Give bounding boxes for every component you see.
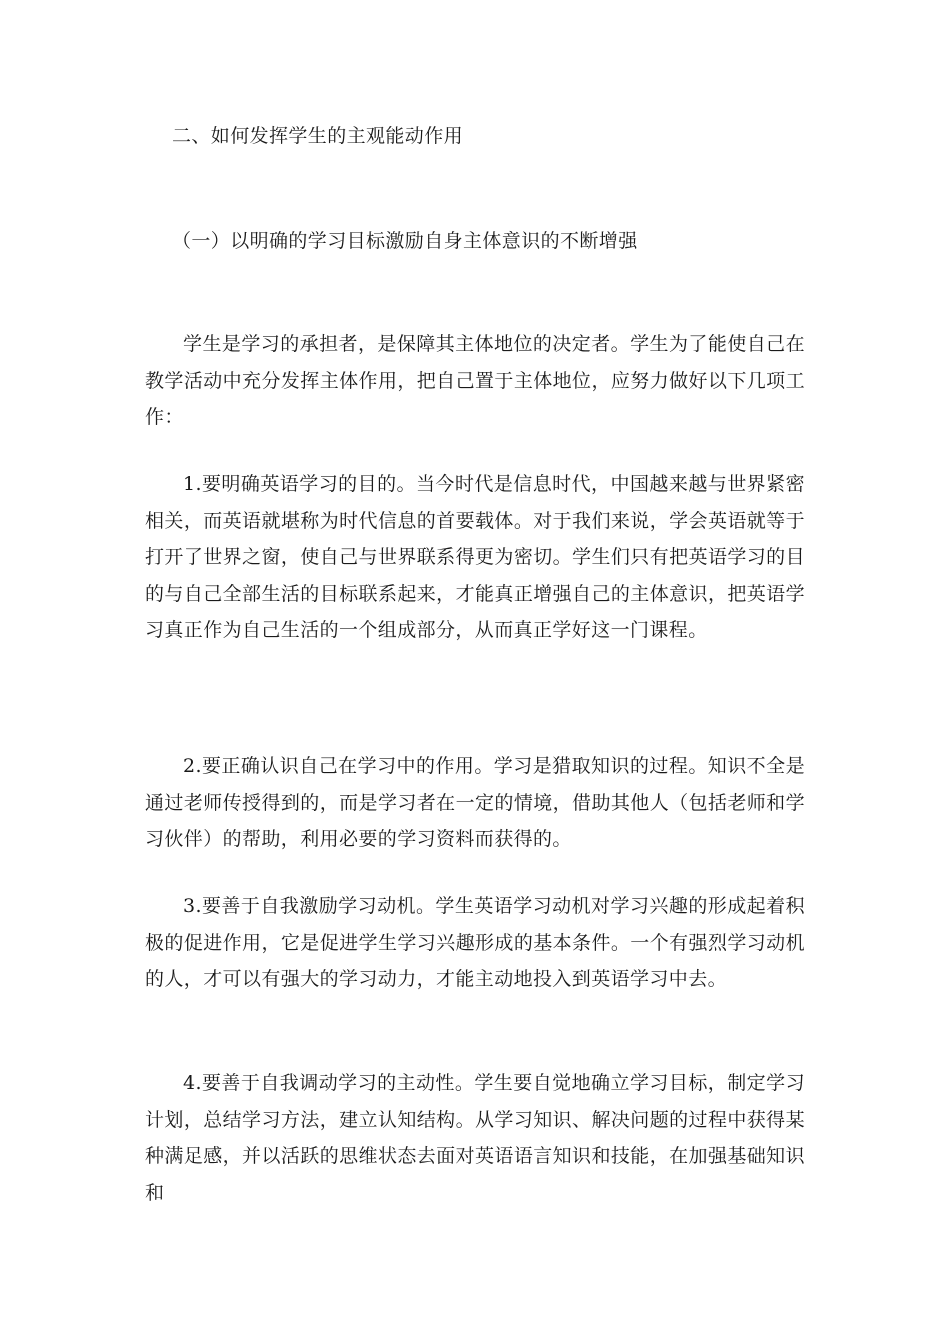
paragraph-item-1: 1.要明确英语学习的目的。当今时代是信息时代，中国越来越与世界紧密相关，而英语就堪称为时代信息的首要载体。对于我们来说，学会英语就等于打开了世界之窗，使自己与世界联系得更为密切。学生们只有把英语学习的目的与自己全部生活的目标联系起来，才能真正增强自己的主体意识，把英语学习真正作为自己生活的一个组成部分，从而真正学好这一门课程。	[145, 473, 805, 641]
paragraph-item-3: 3.要善于自我激励学习动机。学生英语学习动机对学习兴趣的形成起着积极的促进作用，它是促进学生学习兴趣形成的基本条件。一个有强烈学习动机的人，才可以有强大的学习动力，才能主动地投入到英语学习中去。	[145, 895, 805, 990]
paragraph-item-2: 2.要正确认识自己在学习中的作用。学习是猎取知识的过程。知识不全是通过老师传授得到的，而是学习者在一定的情境，借助其他人（包括老师和学习伙伴）的帮助，利用必要的学习资料而获得的。	[145, 755, 805, 850]
subsection-heading: （一）以明确的学习目标激励自身主体意识的不断增强	[172, 230, 638, 252]
paragraph-intro: 学生是学习的承担者，是保障其主体地位的决定者。学生为了能使自己在教学活动中充分发挥主体作用，把自己置于主体地位，应努力做好以下几项工作：	[145, 333, 805, 428]
paragraph-item-4: 4.要善于自我调动学习的主动性。学生要自觉地确立学习目标，制定学习计划，总结学习方法，建立认知结构。从学习知识、解决问题的过程中获得某种满足感，并以活跃的思维状态去面对英语语言知识和技能，在加强基础知识和	[145, 1072, 805, 1204]
section-heading: 二、如何发挥学生的主观能动作用	[172, 125, 464, 147]
